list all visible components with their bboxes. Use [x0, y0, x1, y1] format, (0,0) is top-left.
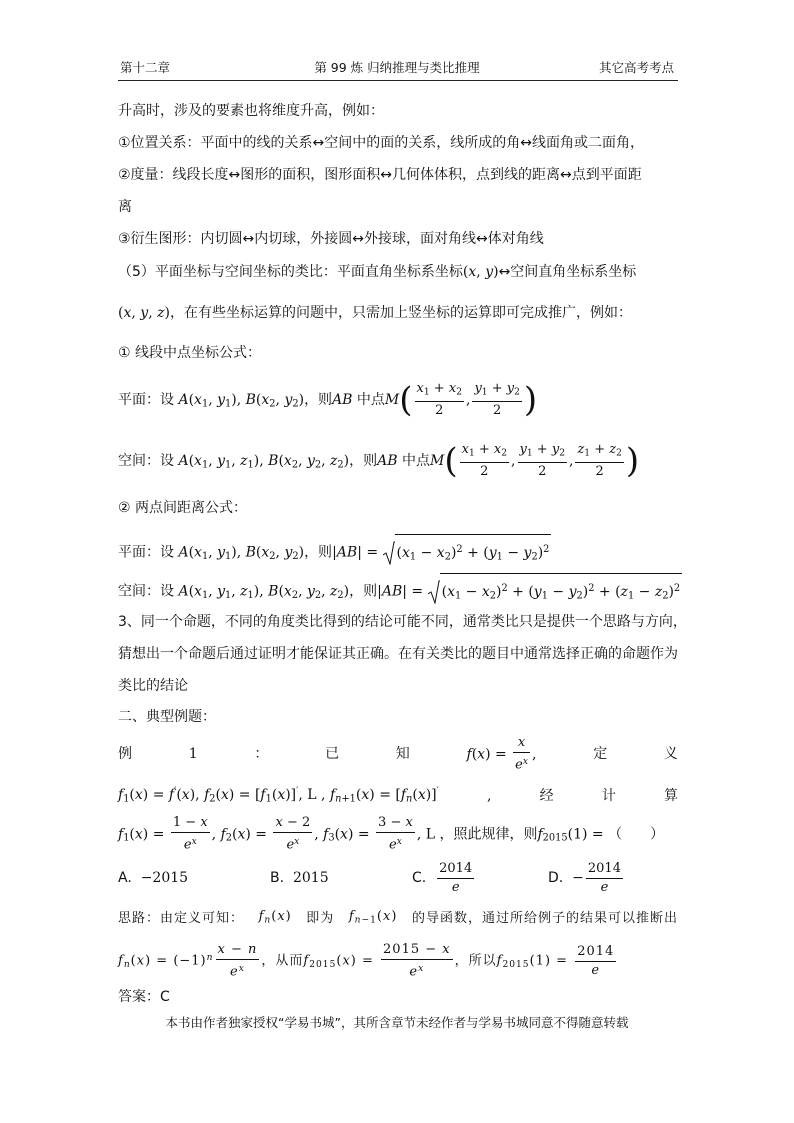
- text-line: 类比的结论: [118, 678, 188, 694]
- text-span: 即为: [306, 911, 335, 926]
- text-span: （5）平面坐标与空间坐标的类比：平面直角坐标系坐标: [118, 264, 463, 280]
- option-d-letter: D.: [548, 870, 564, 886]
- text-span: 知: [395, 746, 410, 762]
- text-span: ，在有些坐标运算的问题中，只需加上竖坐标的运算即可完成推广，例如：: [169, 305, 632, 321]
- example-line: 例 1 ： 已 知 f(x) = $\frac{x}{e^x}$ , 定 义: [118, 734, 678, 773]
- option-b-value: 2015: [292, 870, 329, 886]
- text-line: 离: [118, 199, 132, 215]
- option-a-value: −2015: [140, 870, 189, 886]
- formula-line: 平面：设 $A(x_1$, $y_1$), $B(x_2$, $y_2$)，则AB 中点M( $\frac{x_1 + x_2}{2}$ , $\frac{y_1 + y_2}{2}$ ): [118, 380, 538, 421]
- text-span: 定: [593, 746, 608, 762]
- sqrt-symbol: $(x_1 - x_2)^2 + (y_1 - y_2)^2$: [383, 534, 552, 571]
- text-span: ，则: [304, 544, 333, 561]
- text-span: 空间：设: [118, 583, 174, 600]
- option-a: [118, 858, 188, 898]
- text-span: 已: [325, 746, 340, 762]
- example-number: 1: [188, 746, 198, 762]
- text-span: ，则: [349, 453, 378, 470]
- text-span: 思路：由定义可知：: [118, 911, 245, 926]
- header-divider: [118, 80, 678, 81]
- copyright-footer: 本书由作者独家授权“学易书城”，其所含章节未经作者与学易书城同意不得随意转载: [165, 1015, 629, 1030]
- section-heading: 二、典型例题：: [118, 709, 216, 725]
- formula-line: 平面：设 $A(x_1$, $y_1$), $B(x_2$, $y_2$)，则$|AB| = (x_1 - x_2)^2 + (y_1 - y_2)^2$: [118, 534, 678, 562]
- option-c-letter: C.: [412, 870, 427, 886]
- text-span: 空间：设: [118, 453, 174, 470]
- formula-line: 空间：设 $A(x_1$, $y_1$, $z_1$), $B(x_2$, $y_2$, $z_2$)，则AB 中点M( $\frac{x_1 + x_2}{2}$ , $\frac{y_1 + y_2}{2}$ , $\frac{z_1 + z_2}{2}$ ): [118, 441, 640, 482]
- option-d: D. − $\frac{2014}{e}$: [548, 860, 621, 895]
- text-line: (x, y, z)，在有些坐标运算的问题中，只需加上竖坐标的运算即可完成推广，例如：: [118, 305, 632, 321]
- text-span: ，则: [304, 392, 333, 409]
- text-line: ②度量：线段长度↔图形的面积，图形面积↔几何体体积，点到线的距离↔点到平面距: [118, 167, 642, 183]
- text-line: ①位置关系：平面中的线的关系↔空间中的面的关系，线所成的角↔线面角或二面角，: [118, 135, 645, 151]
- solution-line: $f_n(x) = (-1)^n$ $\frac{x - n}{e^x}$ ，从而$f_{2015}(x)$ = $\frac{2015 - x}{e^x}$ ，所以$f_{2015}(1)$ = $\frac{2014}{e}$: [118, 941, 615, 980]
- text-span: 的导函数，通过所给例子的结果可以推断出: [411, 911, 678, 926]
- text-line: 升高时，涉及的要素也将维度升高，例如：: [118, 103, 384, 119]
- sqrt-symbol: $(x_1 - x_2)^2 + (y_1 - y_2)^2 + (z_1 - z_2)^2$: [428, 573, 683, 610]
- text-line: ② 两点间距离公式：: [118, 500, 248, 516]
- text-span: ，从而: [261, 953, 304, 969]
- text-span: 中点: [401, 453, 430, 470]
- option-c: C. $\frac{2014}{e}$: [412, 860, 473, 895]
- text-span: 计: [601, 788, 616, 804]
- text-span: 义: [663, 746, 678, 762]
- text-line: 猜想出一个命题后通过证明才能保证其正确。在有关类比的题目中通常选择正确的命题作为: [118, 646, 678, 662]
- answer-line: 答案：C: [118, 989, 170, 1005]
- solution-line: 思路：由定义可知： $f_n(x)$ 即为 $f_{n-1}(x)$ 的导函数，通过所给例子的结果可以推断出: [118, 906, 678, 932]
- text-line: ③衍生图形：内切圆↔内切球，外接圆↔外接球，面对角线↔体对角线: [118, 231, 544, 247]
- header-lesson-title: 第 99 炼 归纳推理与类比推理: [314, 60, 480, 75]
- text-span: （ ）: [608, 826, 665, 843]
- text-span: ，照此规律，则: [439, 826, 538, 843]
- text-span: ，则: [349, 583, 378, 600]
- option-b-letter: B.: [270, 870, 285, 886]
- text-span: ↔空间直角坐标系坐标: [498, 264, 637, 280]
- option-b: [270, 858, 329, 898]
- header-chapter: 第十二章: [120, 60, 171, 75]
- formula-line: 空间：设 $A(x_1$, $y_1$, $z_1$), $B(x_2$, $y_2$, $z_2$)，则$|AB| = (x_1 - x_2)^2 + (y_1 - y_2)^2 + (z_1 - z_2)^2$: [118, 573, 678, 601]
- text-line: 3、同一个命题，不同的角度类比得到的结论可能不同，通常类比只是提供一个思路与方向，: [118, 614, 687, 630]
- text-span: 中点: [356, 392, 385, 409]
- answer-options: [118, 858, 678, 898]
- text-span: 算: [663, 788, 678, 804]
- text-span: ，所以: [454, 953, 497, 969]
- text-line: ① 线段中点坐标公式：: [118, 345, 262, 361]
- option-a-letter: A.: [118, 870, 132, 886]
- example-line: $f_1(x) = f'(x)$, $f_2(x) = [f_1(x)]'$, L , $f_{n+1}(x) = [f_n(x)]'$ , 经 计 算: [118, 786, 678, 805]
- header-section: 其它高考考点: [598, 60, 674, 75]
- text-span: 平面：设: [118, 392, 174, 409]
- example-line: $f_1(x)$ = $\frac{1 - x}{e^x}$ , $f_2(x)$ = $\frac{x - 2}{e^x}$ , $f_3(x)$ = $\frac{3 - x}{e^x}$ , L ，照此规律，则$f_{2015}(1)$ = （ ）: [118, 815, 665, 853]
- text-line: （5）平面坐标与空间坐标的类比：平面直角坐标系坐标(x, y)↔空间直角坐标系坐标: [118, 264, 637, 280]
- text-span: ：: [254, 746, 269, 762]
- text-span: 例: [118, 746, 132, 762]
- text-span: 经: [539, 788, 554, 804]
- text-span: 平面：设: [118, 544, 174, 561]
